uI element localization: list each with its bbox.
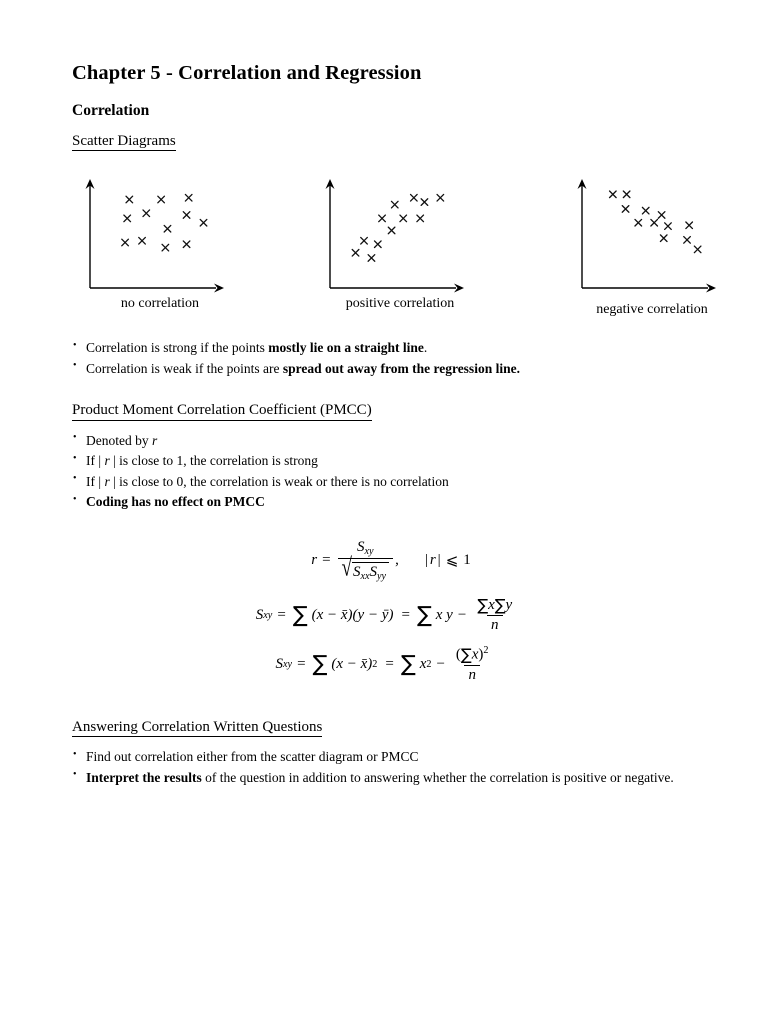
equation-r-lhs: r	[311, 552, 318, 569]
sxy-expression-deviation: (x − x̄)(y − ȳ)	[311, 606, 394, 623]
pmcc-bullet-list	[72, 431, 692, 513]
text-segment: r	[151, 432, 158, 448]
abs-bar-open: |	[424, 552, 428, 569]
subheading-pmcc: Product Moment Correlation Coefficient (PMCC)	[72, 402, 372, 420]
correlation-strength-bullet-list	[72, 338, 692, 379]
text-segment: spread out away from the regression line.	[282, 360, 520, 376]
s-subscript: xy	[364, 545, 374, 557]
text-segment: Correlation is weak if the points are	[86, 360, 283, 376]
subheading-answering-questions: Answering Correlation Written Questions	[72, 719, 322, 737]
text-segment: Coding has no effect on PMCC	[86, 494, 265, 510]
answering-questions-bullet-list	[72, 747, 692, 788]
equals-sign-1: =	[277, 606, 286, 623]
fraction-numerator-sxy: ∑x∑y	[477, 595, 513, 615]
equation-comma: ,	[395, 552, 399, 569]
sxy-expression-xy: x y	[435, 606, 453, 623]
data-point-cross-icon	[623, 191, 630, 198]
text-segment: | is close to 1, the correlation is strong	[109, 453, 318, 469]
data-point-cross-icon	[126, 196, 133, 203]
data-point-cross-icon	[139, 238, 146, 245]
page-title: Chapter 5 - Correlation and Regression	[72, 62, 422, 84]
sxx-lhs-base: S	[275, 656, 284, 673]
scatter-diagram-label: no correlation	[120, 296, 200, 312]
summation-icon-2: ∑	[416, 602, 432, 628]
subheading-pmcc-wrap	[72, 401, 692, 420]
relation-leq: ⩽	[445, 553, 459, 570]
formula-block	[72, 539, 692, 684]
answering-bullet-item	[72, 768, 692, 789]
data-point-cross-icon	[122, 239, 129, 246]
data-point-cross-icon	[200, 220, 207, 227]
scatter-diagram-label: negative correlation	[596, 302, 708, 318]
data-point-cross-icon	[417, 215, 424, 222]
data-point-cross-icon	[379, 215, 386, 222]
data-point-cross-icon	[388, 227, 395, 234]
text-segment: r	[104, 473, 110, 489]
scatter-plot-axes	[320, 178, 480, 300]
text-segment: .	[423, 340, 428, 356]
sxx-exponent-2: 2	[426, 659, 432, 671]
subheading-answering-wrap	[72, 718, 692, 737]
pmcc-bullet-item	[72, 451, 692, 472]
subheading-scatter-diagrams-wrap	[72, 132, 692, 151]
text-segment: | is close to 0, the correlation is weak or there is no correlation	[109, 473, 449, 489]
data-point-cross-icon	[622, 206, 629, 213]
correlation-bullet-item	[72, 338, 692, 359]
text-segment: Denoted by	[86, 432, 152, 448]
summation-icon-5: ∑	[312, 651, 328, 677]
data-point-cross-icon	[651, 220, 658, 227]
data-point-cross-icon	[158, 196, 165, 203]
fraction-denominator-sxy: n	[487, 615, 503, 634]
data-point-cross-icon	[361, 238, 368, 245]
abs-var-r: r	[429, 552, 436, 569]
correlation-bullet-item	[72, 359, 692, 380]
scatter-diagram	[572, 178, 732, 318]
text-segment: mostly lie on a straight line	[268, 340, 424, 356]
data-point-cross-icon	[375, 241, 382, 248]
data-point-cross-icon	[610, 191, 617, 198]
equation-pmcc-r	[90, 539, 692, 583]
data-point-cross-icon	[411, 195, 418, 202]
text-segment: Correlation is strong if the points	[86, 340, 269, 356]
fraction-sxy	[473, 597, 516, 635]
data-point-cross-icon	[143, 210, 150, 217]
sxy-sub: xy	[263, 609, 273, 621]
data-point-cross-icon	[684, 237, 691, 244]
square-root	[341, 554, 390, 583]
data-point-cross-icon	[368, 255, 375, 262]
syy-sub: yy	[377, 571, 387, 582]
sxx-base: S	[352, 564, 361, 581]
minus-sign-2: −	[436, 656, 445, 673]
fraction-numerator	[353, 539, 378, 559]
fraction-denominator	[338, 554, 394, 583]
data-point-cross-icon	[694, 246, 701, 253]
summation-icon-6: ∑	[400, 651, 416, 677]
data-point-cross-icon	[400, 215, 407, 222]
equals-sign-3: =	[297, 656, 306, 673]
sxx-sub: xx	[360, 571, 370, 582]
equals-sign-4: =	[385, 656, 394, 673]
scatter-diagram-label: positive correlation	[345, 296, 455, 312]
fraction-sxx	[452, 645, 493, 684]
radical-icon: √	[341, 554, 352, 583]
data-point-cross-icon	[164, 226, 171, 233]
minus-sign: −	[457, 606, 467, 623]
data-point-cross-icon	[183, 241, 190, 248]
syy-base: S	[369, 564, 378, 581]
fraction-numerator-sxx: $(\sum x)^2$	[455, 645, 489, 665]
text-segment: of the question in addition to answering whether the correlation is positive or negative.	[201, 769, 674, 785]
sxx-lhs-sub: xy	[283, 659, 293, 671]
document-content	[72, 62, 708, 788]
equals-sign: =	[322, 552, 331, 569]
s-symbol: S	[357, 538, 365, 555]
radicand	[352, 562, 389, 583]
data-point-cross-icon	[686, 222, 693, 229]
scatter-diagram	[80, 178, 240, 312]
fraction-r	[338, 539, 394, 583]
text-segment: If |	[86, 473, 105, 489]
sxy-base: S	[255, 606, 264, 623]
sxx-expression-deviation: (x − x̄)	[331, 656, 373, 673]
summation-icon-3: ∑	[477, 595, 489, 615]
answering-bullet-item	[72, 747, 692, 768]
condition-value: 1	[463, 552, 471, 569]
scatter-plot-axes	[80, 178, 240, 300]
data-point-cross-icon	[642, 208, 649, 215]
data-point-cross-icon	[185, 195, 192, 202]
equation-sxy	[82, 597, 692, 635]
data-point-cross-icon	[635, 220, 642, 227]
summation-icon-1: ∑	[292, 602, 308, 628]
data-point-cross-icon	[124, 215, 131, 222]
pmcc-bullet-item	[72, 492, 692, 513]
data-point-cross-icon	[660, 235, 667, 242]
section-heading-correlation: Correlation	[72, 102, 150, 119]
subheading-scatter-diagrams: Scatter Diagrams	[72, 133, 176, 151]
sxx-expression-x: x	[419, 656, 427, 673]
data-point-cross-icon	[352, 250, 359, 257]
text-segment: Interpret the results	[86, 769, 202, 785]
data-point-cross-icon	[183, 212, 190, 219]
text-segment: Find out correlation either from the scatter diagram or PMCC	[86, 749, 419, 765]
data-point-cross-icon	[421, 199, 428, 206]
text-segment: r	[104, 453, 110, 469]
text-segment: If |	[86, 453, 105, 469]
data-point-cross-icon	[658, 212, 665, 219]
abs-bar-close: |	[437, 552, 441, 569]
data-point-cross-icon	[437, 195, 444, 202]
scatter-plot-axes	[572, 178, 732, 300]
equals-sign-2: =	[401, 606, 410, 623]
data-point-cross-icon	[162, 245, 169, 252]
sxx-exponent: 2	[372, 659, 378, 671]
scatter-diagram-row	[72, 178, 708, 328]
data-point-cross-icon	[665, 223, 672, 230]
fraction-denominator-sxx: n	[464, 665, 480, 684]
pmcc-bullet-item	[72, 472, 692, 493]
scatter-diagram	[320, 178, 480, 312]
summation-icon-7: ∑	[460, 645, 472, 665]
pmcc-bullet-item	[72, 431, 692, 452]
summation-icon-4: ∑	[494, 595, 506, 615]
equation-sxx	[78, 645, 692, 684]
data-point-cross-icon	[391, 202, 398, 209]
